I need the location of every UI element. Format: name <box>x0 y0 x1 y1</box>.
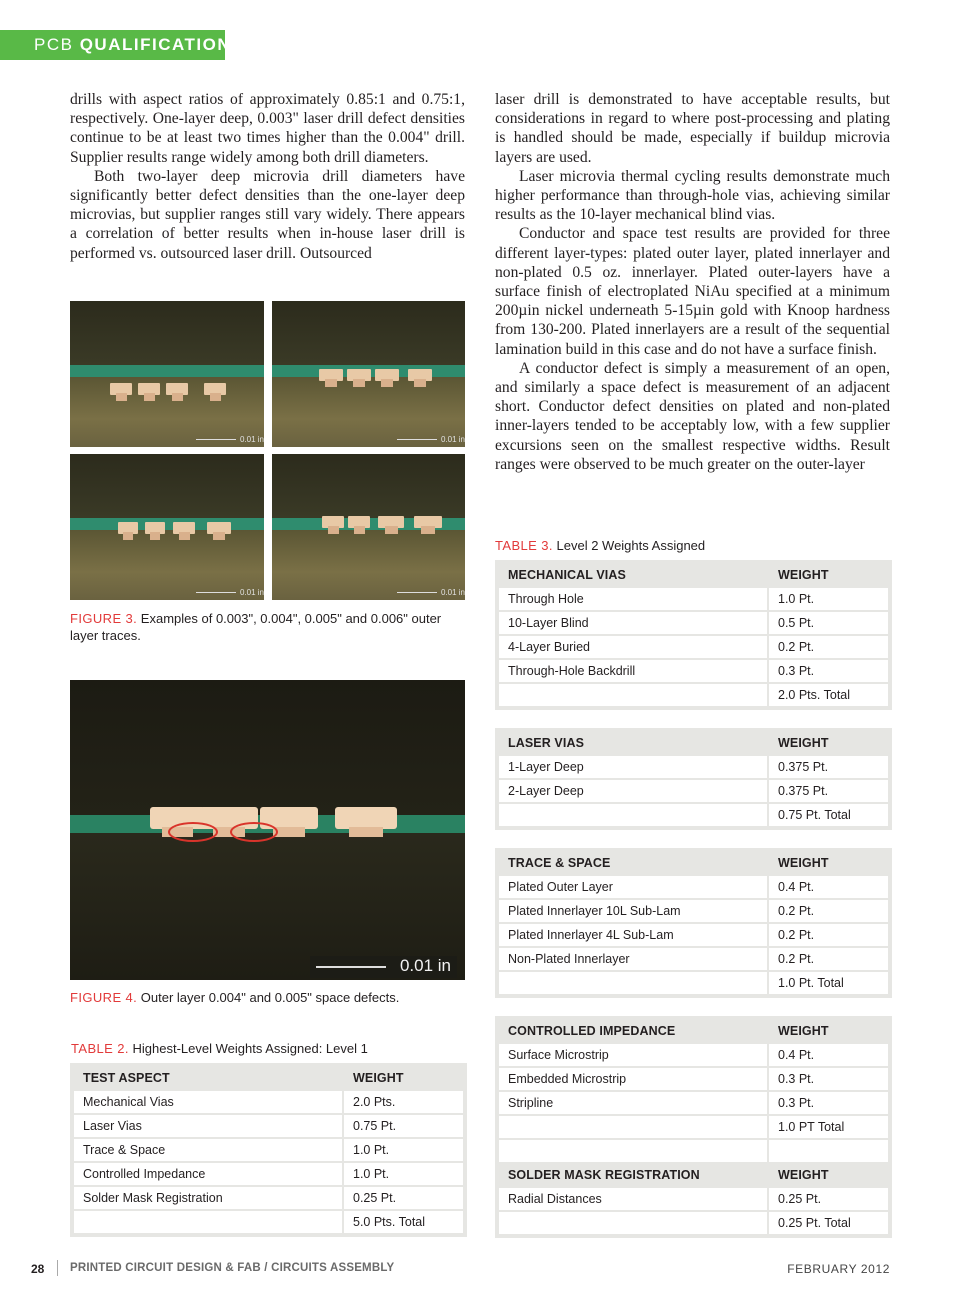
row-weight-cell: 0.4 Pt. <box>769 1044 888 1066</box>
defect-highlight-ring <box>168 822 218 842</box>
row-label-cell: Stripline <box>499 1092 767 1114</box>
table-row <box>498 779 889 803</box>
table-2-level-1-weights <box>70 1063 467 1237</box>
right-column-text <box>495 90 890 474</box>
table-row <box>73 1114 464 1138</box>
row-weight-cell: 0.25 Pt. <box>344 1187 463 1209</box>
figure-3-caption-text: Examples of 0.003", 0.004", 0.005" and 0.006" outer layer traces. <box>70 611 442 643</box>
issue-date: FEBRUARY 2012 <box>787 1262 890 1276</box>
column-header-aspect: CONTROLLED IMPEDANCE <box>499 1020 767 1042</box>
table-row <box>73 1138 464 1162</box>
row-weight-cell: 0.5 Pt. <box>769 612 888 634</box>
row-weight-cell: 1.0 Pt. <box>344 1139 463 1161</box>
row-label-cell: Controlled Impedance <box>74 1163 342 1185</box>
table-header-row <box>73 1066 464 1090</box>
figure-3-micrograph-0005 <box>70 454 264 600</box>
left-column-text <box>70 90 465 263</box>
row-weight-cell <box>769 1140 888 1162</box>
scale-bar: 0.01 in <box>196 588 264 598</box>
left-paragraph-1: drills with aspect ratios of approximately 0.85:1 and 0.75:1, respectively. One-layer deep, 0.003" laser drill defect densities continue to be at least two times higher than the 0.004" drill. Supplier results range widely among both drill diameters. <box>70 91 465 166</box>
scale-bar: 0.01 in <box>310 956 457 978</box>
figure-3-micrograph-0006 <box>272 454 465 600</box>
column-header-weight: WEIGHT <box>769 1020 888 1042</box>
row-label-cell <box>499 1212 767 1234</box>
row-weight-cell: 2.0 Pts. <box>344 1091 463 1113</box>
table-3-mechanical-vias <box>495 560 892 710</box>
row-label-cell: Embedded Microstrip <box>499 1068 767 1090</box>
left-paragraph-2: Both two-layer deep microvia drill diameters have significantly better defect densities than the one-layer deep microvias, but supplier ranges still vary widely. There appears a correlation of better results when in-house laser drill is performed vs. outsourced laser drill. Outsourced <box>70 167 465 262</box>
publication-name: PRINTED CIRCUIT DESIGN & FAB / CIRCUITS ASSEMBLY <box>70 1262 395 1274</box>
table-3-title <box>495 537 890 554</box>
row-label-cell: Mechanical Vias <box>74 1091 342 1113</box>
figure-4-micrograph <box>70 680 465 980</box>
table-row <box>498 947 889 971</box>
defect-highlight-ring <box>230 822 278 842</box>
table-header-row <box>498 1163 889 1187</box>
right-paragraph-4: A conductor defect is simply a measurement of an open, and similarly a space defect is measurement of an adjacent short. Conductor defect densities on plated and non-plated inner-layers tended to be acceptably low, with a few supplier excursions seen on the smallest respective widths. Result ranges were observed to be much greater on the outer-layer <box>495 359 890 473</box>
table-row <box>498 803 889 827</box>
row-weight-cell: 0.375 Pt. <box>769 756 888 778</box>
table-row <box>498 923 889 947</box>
table-row <box>498 611 889 635</box>
row-label-cell: Through Hole <box>499 588 767 610</box>
row-weight-cell: 0.375 Pt. <box>769 780 888 802</box>
table-3-title-text: Level 2 Weights Assigned <box>556 538 706 553</box>
row-label-cell <box>499 684 767 706</box>
table-header-row <box>498 731 889 755</box>
row-label-cell <box>499 1140 767 1162</box>
column-header-weight: WEIGHT <box>769 564 888 586</box>
row-label-cell: Plated Innerlayer 10L Sub-Lam <box>499 900 767 922</box>
table-row <box>498 1211 889 1235</box>
table-2-title-text: Highest-Level Weights Assigned: Level 1 <box>132 1041 368 1056</box>
row-weight-cell: 1.0 Pt. Total <box>769 972 888 994</box>
row-weight-cell: 0.2 Pt. <box>769 636 888 658</box>
column-header-aspect: TEST ASPECT <box>74 1067 342 1089</box>
table-row <box>498 1091 889 1115</box>
table-3-laser-vias <box>495 728 892 830</box>
table-row <box>498 683 889 707</box>
row-weight-cell: 0.2 Pt. <box>769 924 888 946</box>
figure-3-micrograph-0004 <box>272 301 465 447</box>
row-weight-cell: 1.0 Pt. <box>769 588 888 610</box>
section-prefix: PCB <box>34 35 74 54</box>
table-row <box>498 1139 889 1163</box>
figure-3-label: FIGURE 3. <box>70 611 138 626</box>
table-row <box>498 899 889 923</box>
row-weight-cell: 0.75 Pt. <box>344 1115 463 1137</box>
scale-bar: 0.01 in <box>397 435 465 445</box>
row-label-cell: 2-Layer Deep <box>499 780 767 802</box>
column-header-weight: WEIGHT <box>769 1164 888 1186</box>
column-header-weight: WEIGHT <box>769 852 888 874</box>
column-header-aspect: SOLDER MASK REGISTRATION <box>499 1164 767 1186</box>
table-row <box>498 1043 889 1067</box>
column-header-weight: WEIGHT <box>769 732 888 754</box>
table-3-impedance-and-solder-mask <box>495 1016 892 1238</box>
figure-3-caption <box>70 610 465 644</box>
row-weight-cell: 0.3 Pt. <box>769 660 888 682</box>
row-label-cell: Non-Plated Innerlayer <box>499 948 767 970</box>
row-weight-cell: 0.2 Pt. <box>769 948 888 970</box>
table-3-label: TABLE 3. <box>495 538 553 553</box>
row-weight-cell: 0.3 Pt. <box>769 1092 888 1114</box>
table-row <box>73 1090 464 1114</box>
row-weight-cell: 1.0 Pt. <box>344 1163 463 1185</box>
column-header-aspect: TRACE & SPACE <box>499 852 767 874</box>
row-weight-cell: 0.75 Pt. Total <box>769 804 888 826</box>
row-label-cell: Through-Hole Backdrill <box>499 660 767 682</box>
column-header-weight: WEIGHT <box>344 1067 463 1089</box>
table-2-label: TABLE 2. <box>71 1041 129 1056</box>
table-row <box>498 875 889 899</box>
scale-bar: 0.01 in <box>196 435 264 445</box>
row-label-cell: 10-Layer Blind <box>499 612 767 634</box>
row-label-cell: 4-Layer Buried <box>499 636 767 658</box>
column-header-aspect: MECHANICAL VIAS <box>499 564 767 586</box>
row-label-cell <box>499 972 767 994</box>
table-row <box>73 1210 464 1234</box>
row-label-cell: Laser Vias <box>74 1115 342 1137</box>
table-row <box>498 1187 889 1211</box>
row-label-cell: Trace & Space <box>74 1139 342 1161</box>
footer-divider <box>57 1260 58 1276</box>
table-header-row <box>498 851 889 875</box>
table-row <box>498 1115 889 1139</box>
row-label-cell: Plated Innerlayer 4L Sub-Lam <box>499 924 767 946</box>
row-label-cell: Radial Distances <box>499 1188 767 1210</box>
table-header-row <box>498 563 889 587</box>
row-weight-cell: 0.25 Pt. Total <box>769 1212 888 1234</box>
right-paragraph-2: Laser microvia thermal cycling results demonstrate much higher performance than through-hole vias, achieving similar results as the 10-layer mechanical blind vias. <box>495 167 890 224</box>
table-row <box>498 971 889 995</box>
row-label-cell: 1-Layer Deep <box>499 756 767 778</box>
section-title: QUALIFICATION <box>79 35 232 54</box>
row-label-cell: Plated Outer Layer <box>499 876 767 898</box>
right-paragraph-1: laser drill is demonstrated to have acceptable results, but considerations in regard to where post-processing and plating is handled should be made, especially if buildup microvia layers are used. <box>495 91 890 166</box>
table-row <box>498 755 889 779</box>
figure-4-caption-text: Outer layer 0.004" and 0.005" space defects. <box>140 990 400 1005</box>
row-label-cell <box>74 1211 342 1233</box>
row-weight-cell: 0.3 Pt. <box>769 1068 888 1090</box>
figure-4-label: FIGURE 4. <box>70 990 138 1005</box>
table-header-row <box>498 1019 889 1043</box>
table-row <box>498 1067 889 1091</box>
row-weight-cell: 0.4 Pt. <box>769 876 888 898</box>
row-weight-cell: 0.25 Pt. <box>769 1188 888 1210</box>
page-number: 28 <box>31 1262 45 1276</box>
column-header-aspect: LASER VIAS <box>499 732 767 754</box>
section-header-tag <box>0 30 232 60</box>
table-row <box>498 635 889 659</box>
right-paragraph-3: Conductor and space test results are provided for three different layer-types: plated outer layer, plated innerlayer and non-plated 0.5 oz. innerlayer. Plated outer-layers have a surface finish of electroplated NiAu specified at a minimum 200µin nickel underneath 5-15µin gold with Knoop hardness from 130-200. Plated innerlayers are a result of the sequential lamination build in this case and do not have a surface finish. <box>495 225 890 358</box>
figure-3-micrograph-0003 <box>70 301 264 447</box>
table-2-title <box>71 1040 466 1057</box>
table-row <box>498 587 889 611</box>
table-row <box>73 1186 464 1210</box>
row-label-cell: Solder Mask Registration <box>74 1187 342 1209</box>
table-row <box>73 1162 464 1186</box>
row-weight-cell: 0.2 Pt. <box>769 900 888 922</box>
scale-bar: 0.01 in <box>397 588 465 598</box>
figure-4-caption <box>70 989 465 1006</box>
row-label-cell <box>499 804 767 826</box>
row-label-cell: Surface Microstrip <box>499 1044 767 1066</box>
table-3-trace-space <box>495 848 892 998</box>
table-row <box>498 659 889 683</box>
row-weight-cell: 5.0 Pts. Total <box>344 1211 463 1233</box>
row-label-cell <box>499 1116 767 1138</box>
row-weight-cell: 1.0 PT Total <box>769 1116 888 1138</box>
row-weight-cell: 2.0 Pts. Total <box>769 684 888 706</box>
